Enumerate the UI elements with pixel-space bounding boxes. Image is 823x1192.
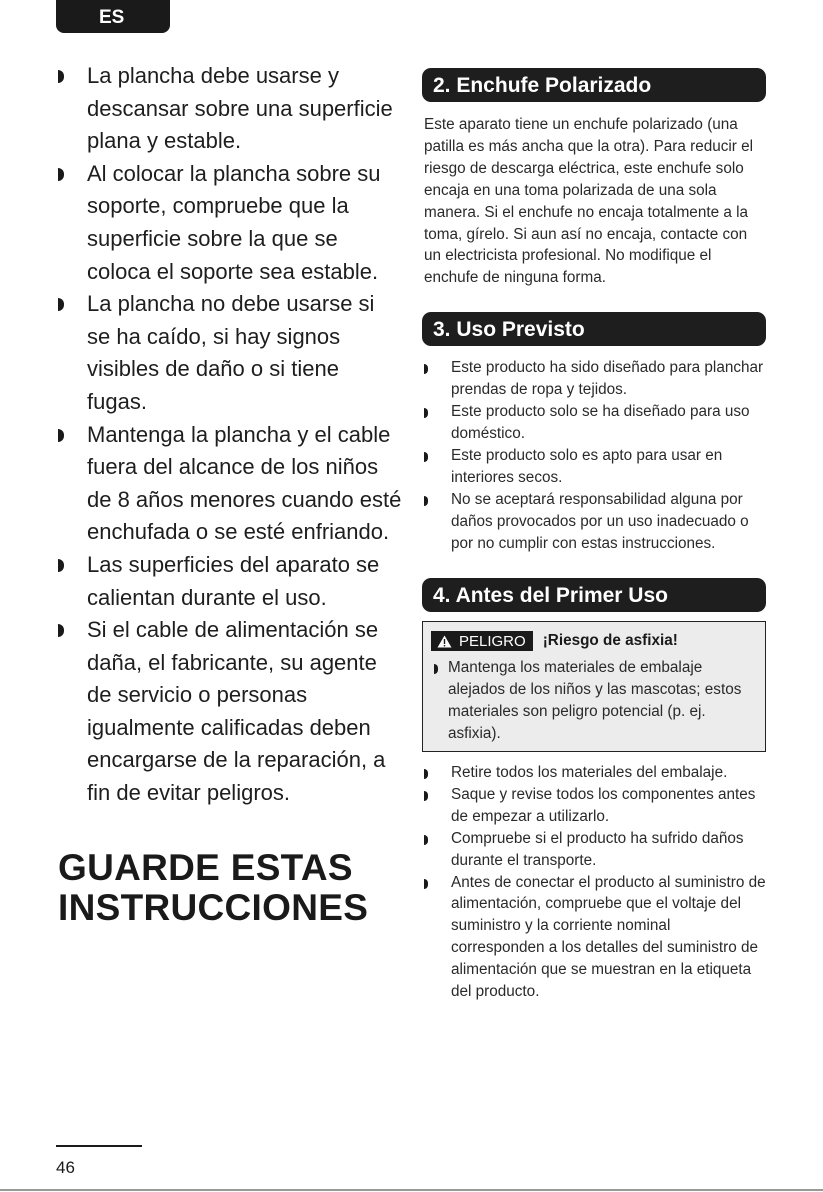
list-item: Al colocar la plancha sobre su soporte, compruebe que la superficie sobre la que se coloca el soporte sea estable.	[58, 158, 403, 288]
bullet-icon	[58, 559, 64, 572]
save-instructions-title: GUARDE ESTAS INSTRUCCIONES	[58, 846, 369, 928]
safety-list	[58, 60, 403, 810]
warning-header	[423, 629, 765, 653]
warning-triangle-icon	[437, 635, 452, 648]
intended-use-list	[422, 357, 766, 554]
bullet-icon	[424, 835, 428, 845]
list-item: Antes de conectar el producto al suministro de alimentación, compruebe que el voltaje del suministro y la corriente nominal corresponden a los detalles del suministro de alimentación que se muestran en la etiqueta del producto.	[422, 872, 766, 1003]
bullet-icon	[424, 408, 428, 418]
bullet-icon	[424, 364, 428, 374]
footer-rule	[56, 1145, 142, 1147]
page-number: 46	[56, 1158, 75, 1177]
list-item: Las superficies del aparato se calientan durante el uso.	[58, 549, 403, 614]
right-column	[422, 68, 766, 1003]
bullet-icon	[424, 879, 428, 889]
danger-warning-box	[422, 621, 766, 752]
warning-title: ¡Riesgo de asfixia!	[542, 632, 678, 650]
page-bottom-edge	[0, 1189, 823, 1191]
bullet-icon	[58, 298, 64, 311]
bullet-icon	[424, 452, 428, 462]
bullet-icon	[424, 791, 428, 801]
list-item: La plancha debe usarse y descansar sobre una superficie plana y estable.	[58, 60, 403, 158]
language-tab: ES	[56, 0, 170, 33]
list-item: Este producto solo es apto para usar en interiores secos.	[422, 445, 766, 489]
list-item: Mantenga la plancha y el cable fuera del alcance de los niños de 8 años menores cuando esté enchufada o se esté enfriando.	[58, 419, 403, 549]
section-heading-intended-use: 3. Uso Previsto	[422, 312, 766, 346]
list-item: Retire todos los materiales del embalaje.	[422, 762, 766, 784]
left-column	[58, 60, 403, 928]
bullet-icon	[424, 496, 428, 506]
bullet-icon	[58, 624, 64, 637]
list-item: Saque y revise todos los componentes antes de empezar a utilizarlo.	[422, 784, 766, 828]
bullet-icon	[58, 70, 64, 83]
list-item: Este producto solo se ha diseñado para uso doméstico.	[422, 401, 766, 445]
list-item: Compruebe si el producto ha sufrido daños durante el transporte.	[422, 828, 766, 872]
list-item: Mantenga los materiales de embalaje alejados de los niños y las mascotas; estos materiales son peligro potencial (p. ej. asfixia).	[423, 657, 765, 745]
bullet-icon	[424, 769, 428, 779]
list-item: Este producto ha sido diseñado para planchar prendas de ropa y tejidos.	[422, 357, 766, 401]
bullet-icon	[58, 429, 64, 442]
polarized-plug-text: Este aparato tiene un enchufe polarizado (una patilla es más ancha que la otra). Para reducir el riesgo de descarga eléctrica, este enchufe solo encaja en una toma polarizada de una sola manera. Si el enchufe no encaja totalmente a la toma, gírelo. Si aun así no encaja, contacte con un electricista profesional. No modifique el enchufe de ninguna forma.	[424, 116, 754, 287]
list-item: Si el cable de alimentación se daña, el fabricante, su agente de servicio o personas igualmente calificadas deben encargarse de la reparación, a fin de evitar peligros.	[58, 614, 403, 810]
warning-list	[423, 657, 765, 745]
bullet-icon	[434, 664, 438, 674]
first-use-list	[422, 762, 766, 1003]
section-heading-polarized-plug: 2. Enchufe Polarizado	[422, 68, 766, 102]
list-item: La plancha no debe usarse si se ha caído, si hay signos visibles de daño o si tiene fugas.	[58, 288, 403, 418]
danger-badge: PELIGRO	[431, 631, 533, 651]
bullet-icon	[58, 168, 64, 181]
section-heading-first-use: 4. Antes del Primer Uso	[422, 578, 766, 612]
list-item: No se aceptará responsabilidad alguna por daños provocados por un uso inadecuado o por no cumplir con estas instrucciones.	[422, 489, 766, 555]
